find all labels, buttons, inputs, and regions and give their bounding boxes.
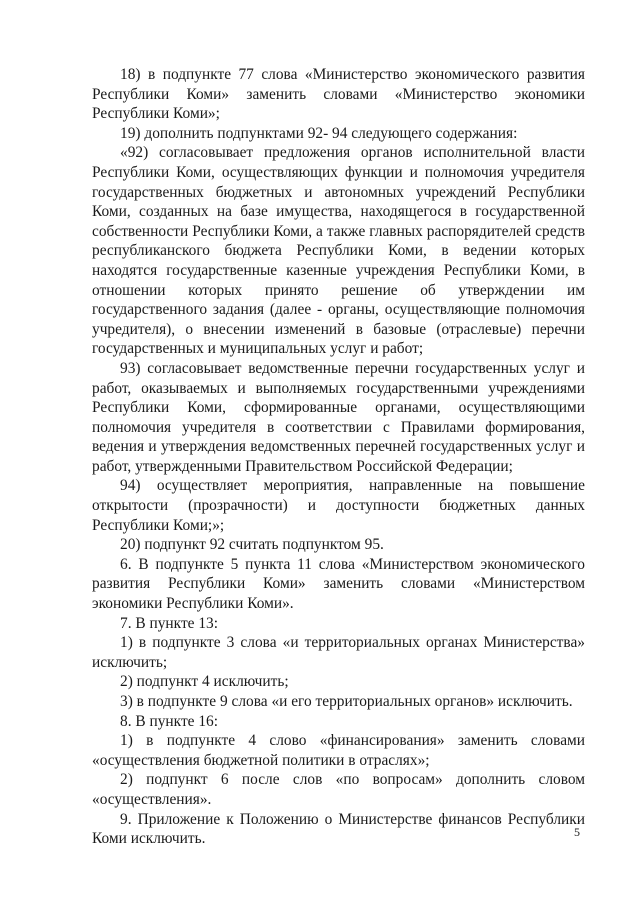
paragraph-92: «92) согласовывает предложения органов исполнительной власти Республики Коми, осуществляющих функции и полномочия учредителя государственных бюджетных и автономных учреждений Республики Коми, созданных на базе имущества, находящегося в государственной собственности Республики Коми, а также главных распорядителей средств республиканского бюджета Республики Коми, в ведении которых находятся государственные казенные учреждения Республики Коми, в отношении которых принято решение об утверждении им государственного задания (далее - органы, осуществляющие полномочия учредителя), о внесении изменений в базовые (отраслевые) перечни государственных и муниципальных услуг и работ;: [92, 144, 585, 358]
paragraph-94: 94) осуществляет мероприятия, направленные на повышение открытости (прозрачности) и доступности бюджетных данных Республики Коми;»;: [92, 477, 585, 534]
paragraph-20: 20) подпункт 92 считать подпунктом 95.: [120, 536, 384, 554]
document-body: [92, 65, 585, 849]
paragraph-item-7-2: 2) подпункт 4 исключить;: [120, 673, 289, 691]
paragraph-item-8: 8. В пункте 16:: [120, 712, 219, 730]
paragraph-item-7: 7. В пункте 13:: [120, 614, 219, 632]
paragraph-item-7-1: 1) в подпункте 3 слова «и территориальных органах Министерства» исключить;: [92, 634, 585, 671]
paragraph-item-6: 6. В подпункте 5 пункта 11 слова «Министерством экономического развития Республики Коми» заменить словами «Министерством экономики Республики Коми».: [92, 555, 585, 613]
paragraph-item-8-1: 1) в подпункте 4 слово «финансирования» заменить словами «осуществления бюджетной политики в отраслях»;: [92, 732, 585, 769]
paragraph-item-8-2: 2) подпункт 6 после слов «по вопросам» дополнить словом «осуществления».: [92, 771, 585, 808]
paragraph-item-9: 9. Приложение к Положению о Министерстве финансов Республики Коми исключить.: [92, 810, 585, 848]
paragraph-18: 18) в подпункте 77 слова «Министерство экономического развития Республики Коми» заменить словами «Министерство экономики Республики Коми»;: [92, 66, 585, 123]
paragraph-item-7-3: 3) в подпункте 9 слова «и его территориальных органов» исключить.: [120, 693, 573, 710]
paragraph-93: 93) согласовывает ведомственные перечни государственных услуг и работ, оказываемых и выполняемых государственными учреждениями Республики Коми, сформированные органами, осуществляющими полномочия учредителя в соответствии с Правилами формирования, ведения и утверждения ведомственных перечней государственных услуг и работ, утвержденными Правительством Российской Федерации;: [92, 359, 585, 475]
paragraph-19: 19) дополнить подпунктами 92- 94 следующего содержания:: [120, 124, 518, 142]
page-number: 5: [574, 825, 580, 839]
